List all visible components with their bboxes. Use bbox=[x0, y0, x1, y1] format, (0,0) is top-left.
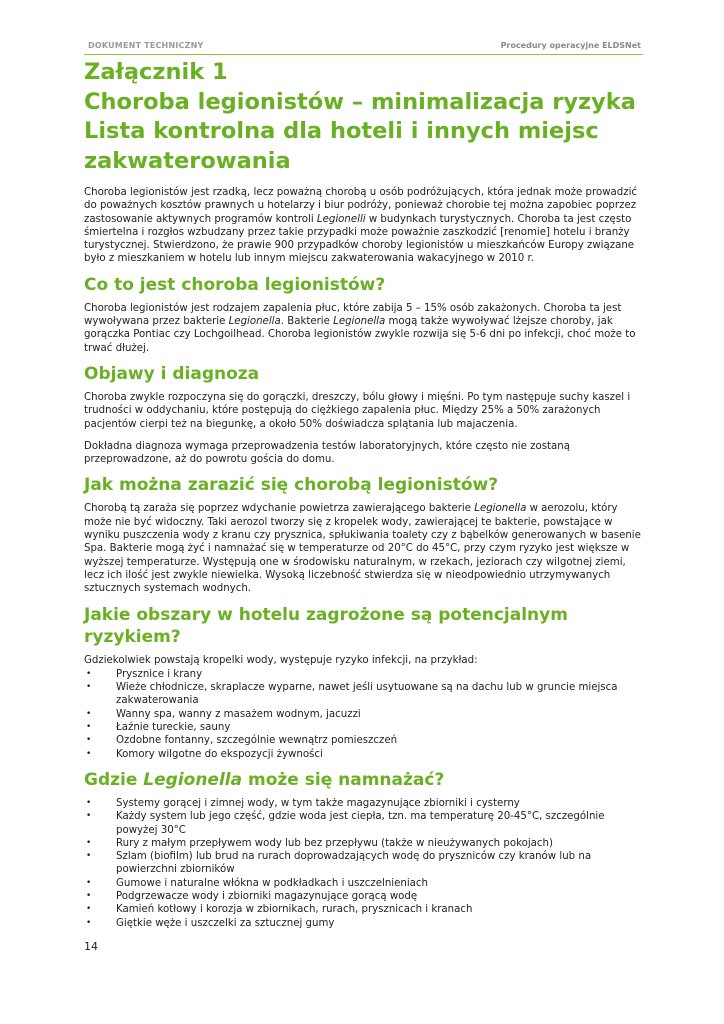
list-item: • Wieże chłodnicze, skraplacze wyparne, nawet jeśli usytuowane są na dachu lub w gruncie miejsca zakwaterowania bbox=[84, 681, 644, 708]
infection-paragraph bbox=[84, 502, 644, 595]
symptoms-paragraph: Choroba zwykle rozpoczyna się do gorączki, dreszczy, bólu głowy i mięśni. Po tym następuje suchy kaszel i trudności w oddychaniu, które postępują do ciężkiego zapalenia płuc. Między 25% a 50% zarażonych pacjentów cierpi też na biegunkę, a około 50% doświadcza splątania lub majaczenia. bbox=[84, 391, 631, 430]
list-item: • Gumowe i naturalne włókna w podkładkach i uszczelnieniach bbox=[84, 877, 644, 890]
title-line-4: zakwaterowania bbox=[84, 147, 291, 174]
list-item: • Giętkie węże i uszczelki za sztucznej gumy bbox=[84, 917, 644, 930]
page-number: 14 bbox=[84, 940, 98, 953]
title-line-1: Załącznik 1 bbox=[84, 59, 228, 85]
s1-text-2: . Bakterie bbox=[280, 316, 334, 328]
page-header bbox=[84, 40, 643, 55]
section-heading-growth bbox=[84, 769, 644, 791]
page-content bbox=[84, 58, 644, 938]
page-title bbox=[84, 58, 644, 176]
intro-paragraph bbox=[84, 186, 644, 266]
risk-areas-list bbox=[84, 668, 644, 761]
s1-italic-1: Legionella bbox=[228, 316, 281, 328]
diagnosis-paragraph: Dokładna diagnoza wymaga przeprowadzenia testów laboratoryjnych, które często nie zostaną przeprowadzone, aż do powrotu gościa do domu. bbox=[84, 440, 570, 466]
list-item: • Ozdobne fontanny, szczególnie wewnątrz pomieszczeń bbox=[84, 734, 644, 747]
list-item: • Szlam (biofilm) lub brud na rurach doprowadzających wodę do pryszniców czy kranów lub na powierzchni zbiorników bbox=[84, 850, 644, 877]
s3-italic: Legionella bbox=[474, 503, 527, 515]
s3-text-2: w aerozolu, który może nie być widoczny. Taki aerozol tworzy się z kropelek wody, zawierającej te bakterie, powstające w wyniku puszczenia wody z kranu czy prysznica, spłukiwania toalety czy z bąbelków generowanych w basenie Spa. Bakterie mogą żyć i namnażać się w temperaturze od 20°C do 45°C, przy czym ryzyko jest większe w wyższej temperaturze. Występują one w środowisku naturalnym, w rzekach, jeziorach czy wilgotnej ziemi, lecz ich ilość jest zwykle niewielka. Wysoką liczebność stwierdza się w nieodpowiednio utrzymywanych sztucznych systemach wodnych. bbox=[84, 503, 641, 595]
list-item: • Komory wilgotne do ekspozycji żywności bbox=[84, 748, 644, 761]
section-what-is-paragraph bbox=[84, 302, 644, 355]
list-item: • Łaźnie tureckie, sauny bbox=[84, 721, 644, 734]
section-heading-infection: Jak można zarazić się chorobą legionistów? bbox=[84, 475, 499, 496]
title-line-2: Choroba legionistów – minimalizacja ryzyka bbox=[84, 88, 636, 115]
list-item: • Systemy gorącej i zimnej wody, w tym także magazynujące zbiorniki i cysterny bbox=[84, 797, 644, 810]
intro-text-1: Choroba legionistów jest rzadką, lecz poważną chorobą u osób podróżujących, która jednak może prowadzić do poważnych kosztów prawnych u hotelarzy i biur podróży, ponieważ chorobie tej można zapobiec poprzez zastosowanie aktywnych programów kontroli bbox=[84, 187, 638, 225]
list-item: • Prysznice i krany bbox=[84, 668, 644, 681]
list-item: • Rury z małym przepływem wody lub bez przepływu (także w nieużywanych pokojach) bbox=[84, 837, 644, 850]
growth-places-list bbox=[84, 797, 644, 930]
section-heading-risk-areas: Jakie obszary w hotelu zagrożone są potencjalnym ryzykiem? bbox=[84, 604, 568, 647]
intro-text-2: w budynkach turystycznych. Choroba ta jest często śmiertelna i rozgłos wzbudzany przez takie przypadki może poważnie zaszkodzić [renomie] hotelu i branży turystycznej. Stwierdzono, że prawie 900 przypadków choroby legionistów u mieszkańców Europy związane było z mieszkaniem w hotelu lub innym miejscu zakwaterowania wakacyjnego w 2010 r. bbox=[84, 213, 635, 265]
list-item: • Kamień kotłowy i korozja w zbiornikach, rurach, prysznicach i kranach bbox=[84, 903, 644, 916]
growth-heading-italic: Legionella bbox=[143, 769, 243, 790]
growth-heading-pre: Gdzie bbox=[84, 769, 144, 790]
growth-heading-post: może się namnażać? bbox=[242, 769, 445, 790]
section-heading-what-is: Co to jest choroba legionistów? bbox=[84, 274, 386, 295]
list-item: • Wanny spa, wanny z masażem wodnym, jacuzzi bbox=[84, 708, 644, 721]
s1-text-3: mogą także wywoływać lżejsze choroby, jak gorączka Pontiac czy Lochgoilhead. Choroba legionistów zwykle rozwija się 5-6 dni po infekcji, choć może to trwać dłużej. bbox=[84, 316, 636, 354]
s1-italic-2: Legionella bbox=[333, 316, 386, 328]
risk-areas-lead: Gdziekolwiek powstają kropelki wody, występuje ryzyko infekcji, na przykład: bbox=[84, 654, 478, 666]
section-heading-symptoms: Objawy i diagnoza bbox=[84, 363, 260, 384]
header-document-label: DOKUMENT TECHNICZNY bbox=[88, 41, 204, 50]
list-item: • Podgrzewacze wody i zbiorniki magazynujące gorącą wodę bbox=[84, 890, 644, 903]
intro-italic: Legionelli bbox=[316, 213, 366, 225]
list-item: • Każdy system lub jego część, gdzie woda jest ciepła, tzn. ma temperaturę 20-45°C, szczególnie powyżej 30°C bbox=[84, 810, 644, 837]
title-line-3: Lista kontrolna dla hoteli i innych miejsc bbox=[84, 118, 599, 144]
s3-text-1: Chorobą tą zaraża się poprzez wdychanie powietrza zawierającego bakterie bbox=[84, 503, 475, 515]
header-procedures-label: Procedury operacyjne ELDSNet bbox=[500, 41, 641, 50]
s1-text-1: Choroba legionistów jest rodzajem zapalenia płuc, które zabija 5 – 15% osób zakażonych. Choroba ta jest wywoływana przez bakterie bbox=[84, 302, 622, 328]
